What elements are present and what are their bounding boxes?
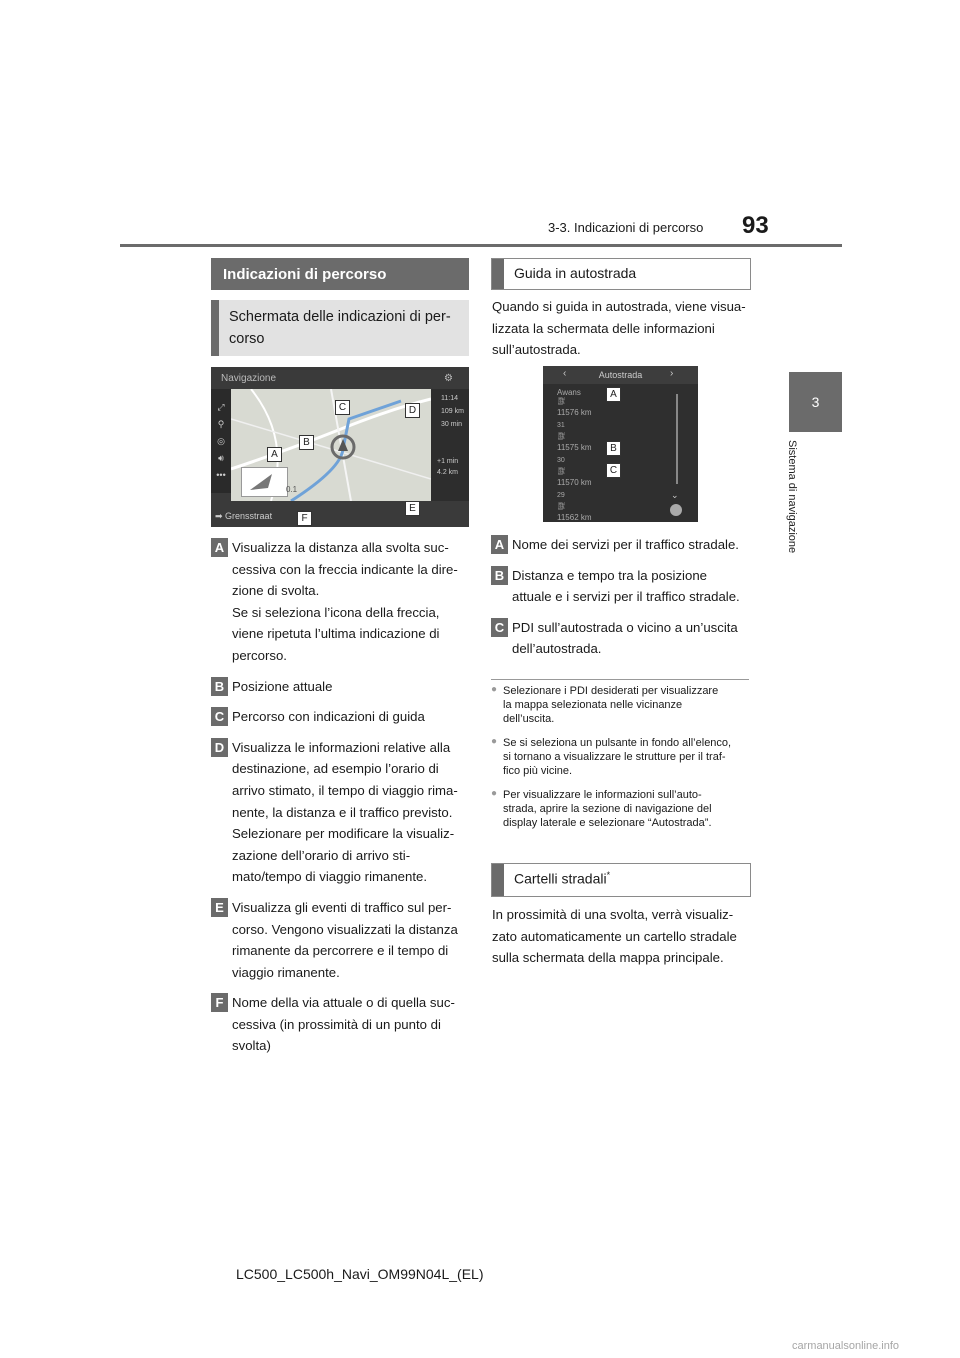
note-line: dell’uscita. bbox=[503, 713, 555, 725]
list-item bbox=[211, 706, 473, 728]
item-line: mato/tempo di viaggio rimanente. bbox=[232, 869, 427, 885]
hw-exit: 31 bbox=[557, 422, 565, 429]
item-text bbox=[232, 537, 458, 667]
note-text bbox=[503, 788, 712, 830]
guida-heading-text: Guida in autostrada bbox=[514, 265, 637, 281]
item-line: cessiva (in prossimità di un punto di bbox=[232, 1016, 441, 1032]
item-text bbox=[512, 617, 738, 660]
chapter-tab: 3 bbox=[789, 372, 842, 432]
hw-exit: 30 bbox=[557, 457, 565, 464]
turn-arrow-icon bbox=[242, 468, 287, 496]
volume-icon[interactable]: 🔊︎ bbox=[218, 453, 224, 463]
item-line: Visualizza gli eventi di traffico sul per- bbox=[232, 899, 452, 915]
current-street: ➡ Grensstraat bbox=[215, 511, 273, 521]
footer-code: LC500_LC500h_Navi_OM99N04L_(EL) bbox=[236, 1266, 484, 1282]
more-icon[interactable]: ••• bbox=[216, 470, 226, 480]
item-line: Distanza e tempo tra la posizione bbox=[512, 567, 707, 583]
item-text bbox=[232, 676, 332, 698]
list-item bbox=[211, 537, 473, 667]
scrollbar[interactable] bbox=[676, 394, 678, 484]
item-line: zazione dell’orario di arrivo sti- bbox=[232, 847, 411, 863]
bullet-icon: ● bbox=[491, 684, 498, 695]
callout-b: B bbox=[606, 441, 621, 456]
sub-heading bbox=[211, 300, 469, 356]
hw-title: Autostrada bbox=[543, 366, 698, 384]
item-line: percorso. bbox=[232, 647, 287, 663]
item-text bbox=[232, 737, 458, 888]
hw-row bbox=[557, 455, 592, 488]
navigation-screen bbox=[211, 367, 469, 527]
intro-line: lizzata la schermata delle informazioni bbox=[492, 320, 715, 336]
notes-list bbox=[491, 684, 753, 840]
item-line: nente, la distanza e il traffico previsto. bbox=[232, 804, 453, 820]
header-rule bbox=[120, 244, 842, 247]
item-line: attuale e i servizi per il traffico stradale. bbox=[512, 589, 740, 605]
callout-f: F bbox=[297, 511, 312, 526]
hw-poi-icon: ⛽︎ bbox=[557, 398, 566, 405]
hw-row bbox=[557, 396, 592, 418]
fullscreen-icon[interactable]: ⤢ bbox=[217, 402, 225, 412]
item-line: Visualizza le informazioni relative alla bbox=[232, 739, 451, 755]
time-remaining: 30 min bbox=[441, 421, 463, 428]
bullet-icon: ● bbox=[491, 788, 498, 799]
item-text bbox=[232, 897, 458, 983]
cartelli-line: zato automaticamente un cartello stradale bbox=[492, 928, 737, 944]
item-line: viaggio rimanente. bbox=[232, 964, 340, 980]
highway-screen bbox=[543, 366, 698, 522]
note-item bbox=[491, 684, 753, 726]
cartelli-line: sulla schermata della mappa principale. bbox=[492, 950, 724, 966]
sub-heading-line: corso bbox=[229, 331, 265, 347]
list-item bbox=[491, 565, 753, 608]
note-text bbox=[503, 684, 718, 726]
intro-line: Quando si guida in autostrada, viene visua- bbox=[492, 299, 746, 314]
hw-rows[interactable] bbox=[557, 396, 592, 522]
item-line: arrivo stimato, il tempo di viaggio rima- bbox=[232, 782, 458, 798]
hw-poi-icon: ⛽︎ bbox=[557, 433, 566, 440]
turn-arrow-box[interactable] bbox=[241, 467, 288, 497]
list-item bbox=[491, 534, 753, 556]
divider bbox=[491, 679, 749, 680]
note-line: display laterale e selezionare “Autostrada”. bbox=[503, 817, 712, 829]
item-badge: E bbox=[211, 898, 228, 917]
list-item bbox=[491, 617, 753, 660]
traffic-delay: +1 min bbox=[437, 458, 459, 465]
item-line: Nome dei servizi per il traffico stradale. bbox=[512, 537, 739, 552]
note-line: strada, aprire la sezione di navigazione del bbox=[503, 803, 712, 815]
right-item-list bbox=[491, 534, 753, 669]
note-item bbox=[491, 736, 753, 778]
note-line: si tornano a visualizzare le strutture per il traf- bbox=[503, 751, 726, 763]
hw-poi-icon: ⛽︎ bbox=[557, 468, 566, 475]
item-line: Nome della via attuale o di quella suc- bbox=[232, 995, 455, 1011]
turn-distance: 0.1 bbox=[286, 485, 298, 494]
footnote-star: * bbox=[606, 870, 611, 880]
note-line: fico più vicine. bbox=[503, 765, 573, 777]
item-text bbox=[232, 706, 425, 728]
compass-icon[interactable]: ◎ bbox=[217, 436, 225, 446]
eta: 11:14 bbox=[441, 395, 458, 402]
item-line: corso. Vengono visualizzati la distanza bbox=[232, 921, 458, 937]
hw-exit: 29 bbox=[557, 492, 565, 499]
list-item bbox=[211, 897, 473, 983]
next-icon[interactable]: › bbox=[670, 368, 674, 379]
screen-title: Navigazione bbox=[221, 373, 277, 384]
pin-icon[interactable]: ⚲ bbox=[217, 419, 225, 429]
item-line: viene ripetuta l’ultima indicazione di bbox=[232, 626, 440, 642]
cartelli-heading bbox=[491, 863, 751, 897]
cartelli-line: In prossimità di una svolta, verrà visualiz- bbox=[492, 907, 734, 922]
hw-km: 11576 km bbox=[557, 408, 592, 417]
hw-km: 11570 km bbox=[557, 478, 592, 487]
guida-intro bbox=[492, 296, 754, 361]
main-heading: Indicazioni di percorso bbox=[211, 258, 469, 290]
item-line: rimanente da percorrere e il tempo di bbox=[232, 943, 449, 959]
sub-heading-line: Schermata delle indicazioni di per- bbox=[229, 309, 451, 325]
item-line: Visualizza la distanza alla svolta suc- bbox=[232, 540, 449, 555]
callout-d: D bbox=[405, 403, 420, 418]
cartelli-text bbox=[492, 904, 754, 969]
cartelli-heading-text: Cartelli stradali bbox=[514, 870, 607, 887]
list-item bbox=[211, 737, 473, 888]
item-line: Posizione attuale bbox=[232, 678, 333, 694]
item-text bbox=[512, 534, 739, 556]
callout-a: A bbox=[606, 387, 621, 402]
street-name: Grensstraat bbox=[225, 511, 273, 521]
note-text bbox=[503, 736, 731, 778]
note-item bbox=[491, 788, 753, 830]
hw-poi-icon: ⛽︎ bbox=[557, 503, 566, 510]
hw-km: 11562 km bbox=[557, 513, 592, 522]
item-line: Selezionare per modificare la visualiz- bbox=[232, 826, 455, 842]
callout-c: C bbox=[335, 400, 350, 415]
hw-top-label: Awans bbox=[557, 388, 581, 397]
item-line: svolta) bbox=[232, 1038, 271, 1054]
hw-km: 11575 km bbox=[557, 443, 592, 452]
note-line: Se si seleziona un pulsante in fondo all’elenco, bbox=[503, 737, 732, 749]
item-badge: F bbox=[211, 993, 228, 1012]
item-line: Se si seleziona l’icona della freccia, bbox=[232, 604, 440, 620]
traffic-distance: 4.2 km bbox=[437, 469, 459, 476]
watermark: carmanualsonline.info bbox=[792, 1340, 900, 1352]
item-badge: C bbox=[491, 618, 508, 637]
callout-a: A bbox=[267, 447, 282, 462]
callout-c: C bbox=[606, 463, 621, 478]
item-line: PDI sull’autostrada o vicino a un’uscita bbox=[512, 619, 738, 635]
chevron-down-icon[interactable]: ⌄ bbox=[671, 490, 679, 500]
list-item bbox=[211, 676, 473, 698]
map-toolbar bbox=[211, 389, 231, 493]
nav-home-icon[interactable] bbox=[670, 504, 682, 516]
distance-remaining: 109 km bbox=[441, 408, 464, 415]
item-line: cessiva con la freccia indicante la dire- bbox=[232, 561, 458, 577]
item-line: destinazione, ad esempio l’orario di bbox=[232, 761, 439, 777]
item-badge: C bbox=[211, 707, 228, 726]
note-line: la mappa selezionata nelle vicinanze bbox=[503, 699, 683, 711]
item-badge: B bbox=[211, 677, 228, 696]
item-text bbox=[232, 992, 455, 1057]
note-line: Per visualizzare le informazioni sull’auto- bbox=[503, 789, 702, 801]
guida-heading bbox=[491, 258, 751, 290]
item-badge: D bbox=[211, 738, 228, 757]
left-item-list bbox=[211, 537, 473, 1066]
item-badge: A bbox=[211, 538, 228, 557]
item-line: dell’autostrada. bbox=[512, 641, 602, 657]
section-title: 3-3. Indicazioni di percorso bbox=[548, 220, 704, 235]
hw-row bbox=[557, 420, 592, 453]
note-line: Selezionare i PDI desiderati per visualizzare bbox=[503, 685, 719, 697]
prev-icon[interactable]: ‹ bbox=[563, 368, 567, 379]
item-line: zione di svolta. bbox=[232, 583, 320, 599]
chapter-label: Sistema di navigazione bbox=[786, 440, 798, 554]
bullet-icon: ● bbox=[491, 736, 498, 747]
item-badge: A bbox=[491, 535, 508, 554]
list-item bbox=[211, 992, 473, 1057]
settings-icon[interactable]: ⚙ bbox=[444, 373, 453, 384]
destination-info-panel[interactable] bbox=[431, 389, 469, 501]
hw-row bbox=[557, 490, 592, 522]
intro-line: sull’autostrada. bbox=[492, 342, 581, 358]
callout-e: E bbox=[405, 501, 420, 516]
callout-b: B bbox=[299, 435, 314, 450]
item-line: Percorso con indicazioni di guida bbox=[232, 709, 425, 725]
item-text bbox=[512, 565, 740, 608]
page-number: 93 bbox=[742, 212, 769, 239]
item-badge: B bbox=[491, 566, 508, 585]
